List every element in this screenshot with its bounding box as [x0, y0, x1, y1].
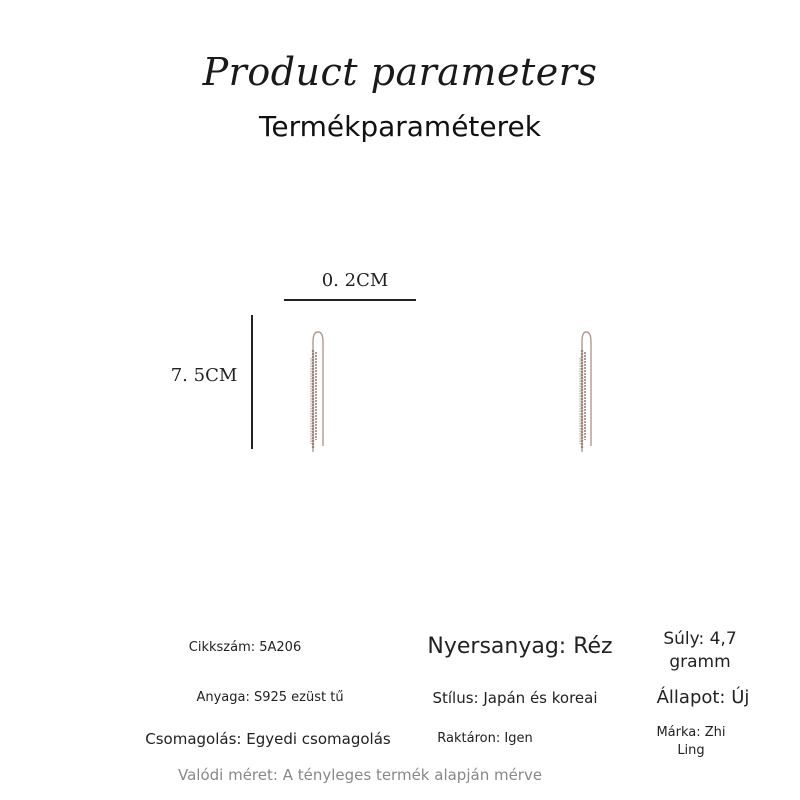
footnote: Valódi méret: A tényleges termék alapján mérve	[178, 766, 543, 784]
in-stock-param: Raktáron: Igen	[437, 731, 533, 746]
weight-param	[640, 628, 760, 674]
packaging-param: Csomagolás: Egyedi csomagolás	[145, 730, 391, 748]
height-dimension-line	[251, 315, 253, 449]
brand-param	[640, 724, 742, 760]
width-dimension-label: 0. 2CM	[321, 270, 389, 291]
earring-left-image	[300, 328, 330, 454]
weight-line2: gramm	[669, 652, 731, 672]
width-dimension-line	[284, 299, 416, 301]
height-dimension-label: 7. 5CM	[170, 365, 238, 386]
material-param: Anyaga: S925 ezüst tű	[196, 690, 344, 705]
item-number-param: Cikkszám: 5A206	[188, 640, 302, 655]
style-param: Stílus: Japán és koreai	[432, 689, 598, 707]
raw-material-param: Nyersanyag: Réz	[427, 634, 613, 659]
weight-line1: Súly: 4,7	[663, 629, 737, 649]
title-english: Product parameters	[202, 50, 598, 94]
title-hungarian: Termékparaméterek	[259, 110, 541, 143]
brand-line2: Ling	[677, 743, 705, 758]
earring-right-image	[572, 328, 602, 454]
condition-param: Állapot: Új	[656, 687, 750, 708]
brand-line1: Márka: Zhi	[656, 725, 726, 740]
